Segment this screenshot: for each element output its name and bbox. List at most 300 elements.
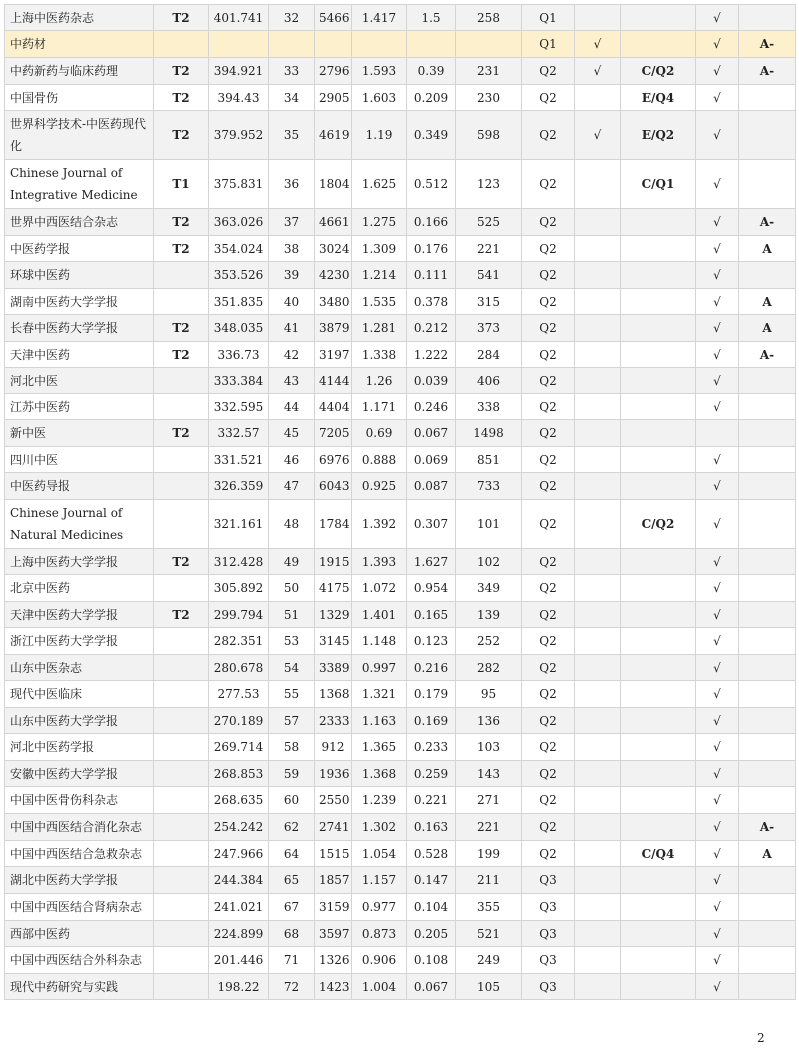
cell-check-mark-1 bbox=[575, 734, 621, 761]
cell-count: 2796 bbox=[315, 58, 352, 85]
cell-rank: 60 bbox=[269, 787, 315, 814]
cell-rank: 68 bbox=[269, 921, 315, 947]
cell-quartile: Q2 bbox=[522, 734, 575, 761]
cell-journal-name: 四川中医 bbox=[5, 447, 154, 473]
cell-value-3: 541 bbox=[456, 262, 522, 289]
cell-journal-name: 上海中医药大学学报 bbox=[5, 549, 154, 575]
cell-check-mark-1 bbox=[575, 549, 621, 575]
cell-rank: 62 bbox=[269, 814, 315, 841]
cell-value-2: 0.147 bbox=[407, 867, 456, 894]
cell-value-3: 282 bbox=[456, 655, 522, 681]
cell-value-2: 0.246 bbox=[407, 394, 456, 420]
cell-check-mark-2: √ bbox=[696, 841, 739, 867]
cell-check-mark-2 bbox=[696, 420, 739, 447]
cell-value-2: 0.067 bbox=[407, 420, 456, 447]
cell-classification bbox=[621, 575, 696, 602]
cell-value-2: 0.212 bbox=[407, 315, 456, 342]
cell-value-3: 221 bbox=[456, 236, 522, 262]
cell-check-mark-1 bbox=[575, 420, 621, 447]
cell-value-1: 0.997 bbox=[352, 655, 407, 681]
cell-tier bbox=[154, 655, 209, 681]
cell-check-mark-2: √ bbox=[696, 549, 739, 575]
cell-value-3: 105 bbox=[456, 974, 522, 1000]
cell-journal-name: 中国中西医结合消化杂志 bbox=[5, 814, 154, 841]
cell-grade bbox=[739, 5, 796, 31]
cell-count: 3480 bbox=[315, 289, 352, 315]
cell-count: 3024 bbox=[315, 236, 352, 262]
table-row bbox=[5, 575, 796, 602]
cell-journal-name: 中国中医骨伤科杂志 bbox=[5, 787, 154, 814]
cell-quartile: Q2 bbox=[522, 342, 575, 368]
cell-classification bbox=[621, 814, 696, 841]
cell-quartile: Q3 bbox=[522, 974, 575, 1000]
cell-classification bbox=[621, 473, 696, 500]
cell-value-2: 0.349 bbox=[407, 111, 456, 160]
cell-value-3: 521 bbox=[456, 921, 522, 947]
cell-quartile: Q2 bbox=[522, 628, 575, 655]
cell-classification: E/Q4 bbox=[621, 85, 696, 111]
cell-value-3: 406 bbox=[456, 368, 522, 394]
cell-count: 6043 bbox=[315, 473, 352, 500]
cell-check-mark-1 bbox=[575, 209, 621, 236]
cell-grade bbox=[739, 111, 796, 160]
cell-quartile: Q2 bbox=[522, 209, 575, 236]
cell-quartile: Q2 bbox=[522, 575, 575, 602]
cell-value-3: 349 bbox=[456, 575, 522, 602]
table-row bbox=[5, 209, 796, 236]
cell-check-mark-2: √ bbox=[696, 655, 739, 681]
cell-tier: T1 bbox=[154, 160, 209, 209]
cell-tier: T2 bbox=[154, 111, 209, 160]
table-row bbox=[5, 315, 796, 342]
table-row bbox=[5, 262, 796, 289]
cell-check-mark-1 bbox=[575, 236, 621, 262]
cell-score: 268.853 bbox=[209, 761, 269, 787]
cell-count bbox=[315, 31, 352, 58]
cell-value-1: 1.275 bbox=[352, 209, 407, 236]
cell-tier: T2 bbox=[154, 58, 209, 85]
cell-rank: 34 bbox=[269, 85, 315, 111]
cell-rank: 43 bbox=[269, 368, 315, 394]
cell-value-3: 355 bbox=[456, 894, 522, 921]
cell-value-1: 1.214 bbox=[352, 262, 407, 289]
cell-tier bbox=[154, 368, 209, 394]
cell-rank: 44 bbox=[269, 394, 315, 420]
cell-classification bbox=[621, 209, 696, 236]
cell-check-mark-1 bbox=[575, 708, 621, 734]
cell-check-mark-1 bbox=[575, 974, 621, 1000]
cell-grade: A bbox=[739, 315, 796, 342]
cell-quartile: Q1 bbox=[522, 31, 575, 58]
cell-value-1: 0.888 bbox=[352, 447, 407, 473]
cell-count: 1515 bbox=[315, 841, 352, 867]
cell-count: 3879 bbox=[315, 315, 352, 342]
cell-classification bbox=[621, 447, 696, 473]
cell-value-2: 0.528 bbox=[407, 841, 456, 867]
cell-value-2: 0.166 bbox=[407, 209, 456, 236]
cell-count: 7205 bbox=[315, 420, 352, 447]
cell-rank: 45 bbox=[269, 420, 315, 447]
cell-quartile: Q2 bbox=[522, 420, 575, 447]
cell-value-3: 221 bbox=[456, 814, 522, 841]
cell-count: 1326 bbox=[315, 947, 352, 974]
cell-score: 201.446 bbox=[209, 947, 269, 974]
cell-count: 2905 bbox=[315, 85, 352, 111]
cell-rank: 50 bbox=[269, 575, 315, 602]
cell-check-mark-1 bbox=[575, 655, 621, 681]
cell-grade bbox=[739, 473, 796, 500]
cell-rank: 54 bbox=[269, 655, 315, 681]
cell-rank: 36 bbox=[269, 160, 315, 209]
cell-quartile: Q2 bbox=[522, 111, 575, 160]
cell-check-mark-2: √ bbox=[696, 236, 739, 262]
cell-count: 4230 bbox=[315, 262, 352, 289]
cell-check-mark-1 bbox=[575, 814, 621, 841]
cell-journal-name: 安徽中医药大学学报 bbox=[5, 761, 154, 787]
cell-score: 401.741 bbox=[209, 5, 269, 31]
cell-score: 326.359 bbox=[209, 473, 269, 500]
cell-check-mark-1 bbox=[575, 262, 621, 289]
cell-grade bbox=[739, 549, 796, 575]
cell-rank: 67 bbox=[269, 894, 315, 921]
cell-classification bbox=[621, 628, 696, 655]
cell-quartile: Q2 bbox=[522, 58, 575, 85]
cell-grade: A- bbox=[739, 814, 796, 841]
cell-rank: 32 bbox=[269, 5, 315, 31]
cell-check-mark-2: √ bbox=[696, 447, 739, 473]
cell-tier bbox=[154, 500, 209, 549]
cell-value-2: 1.627 bbox=[407, 549, 456, 575]
cell-classification bbox=[621, 761, 696, 787]
cell-check-mark-1 bbox=[575, 921, 621, 947]
cell-value-3: 271 bbox=[456, 787, 522, 814]
table-row bbox=[5, 289, 796, 315]
table-row bbox=[5, 236, 796, 262]
cell-check-mark-2: √ bbox=[696, 160, 739, 209]
cell-value-2: 0.111 bbox=[407, 262, 456, 289]
cell-count: 1784 bbox=[315, 500, 352, 549]
cell-check-mark-2: √ bbox=[696, 974, 739, 1000]
journal-table bbox=[4, 4, 796, 1000]
cell-tier bbox=[154, 814, 209, 841]
cell-tier bbox=[154, 262, 209, 289]
cell-grade bbox=[739, 734, 796, 761]
table-row bbox=[5, 894, 796, 921]
cell-classification: E/Q2 bbox=[621, 111, 696, 160]
cell-value-3: 136 bbox=[456, 708, 522, 734]
table-row bbox=[5, 628, 796, 655]
cell-count: 2333 bbox=[315, 708, 352, 734]
cell-check-mark-2: √ bbox=[696, 289, 739, 315]
table-row bbox=[5, 734, 796, 761]
cell-value-1: 1.401 bbox=[352, 602, 407, 628]
cell-value-3: 338 bbox=[456, 394, 522, 420]
cell-score: 332.57 bbox=[209, 420, 269, 447]
table-row bbox=[5, 31, 796, 58]
cell-grade bbox=[739, 500, 796, 549]
cell-tier bbox=[154, 867, 209, 894]
cell-value-3: 103 bbox=[456, 734, 522, 761]
cell-rank: 47 bbox=[269, 473, 315, 500]
cell-check-mark-2: √ bbox=[696, 894, 739, 921]
cell-grade: A bbox=[739, 289, 796, 315]
cell-value-2: 0.169 bbox=[407, 708, 456, 734]
cell-classification bbox=[621, 368, 696, 394]
cell-value-3: 598 bbox=[456, 111, 522, 160]
cell-grade bbox=[739, 394, 796, 420]
cell-rank: 37 bbox=[269, 209, 315, 236]
cell-count: 4175 bbox=[315, 575, 352, 602]
cell-value-2: 0.179 bbox=[407, 681, 456, 708]
cell-check-mark-2: √ bbox=[696, 787, 739, 814]
cell-rank: 58 bbox=[269, 734, 315, 761]
cell-score: 247.966 bbox=[209, 841, 269, 867]
cell-value-1 bbox=[352, 31, 407, 58]
cell-journal-name: 上海中医药杂志 bbox=[5, 5, 154, 31]
cell-quartile: Q2 bbox=[522, 655, 575, 681]
cell-check-mark-1 bbox=[575, 787, 621, 814]
cell-classification bbox=[621, 5, 696, 31]
cell-score: 375.831 bbox=[209, 160, 269, 209]
cell-quartile: Q1 bbox=[522, 5, 575, 31]
cell-value-2: 0.165 bbox=[407, 602, 456, 628]
page-number: 2 bbox=[757, 1031, 765, 1045]
cell-classification bbox=[621, 894, 696, 921]
cell-tier: T2 bbox=[154, 209, 209, 236]
cell-value-3: 95 bbox=[456, 681, 522, 708]
cell-check-mark-2: √ bbox=[696, 58, 739, 85]
cell-tier bbox=[154, 734, 209, 761]
cell-value-2: 0.176 bbox=[407, 236, 456, 262]
cell-rank bbox=[269, 31, 315, 58]
cell-quartile: Q3 bbox=[522, 921, 575, 947]
cell-check-mark-1 bbox=[575, 575, 621, 602]
cell-value-3: 284 bbox=[456, 342, 522, 368]
cell-check-mark-1 bbox=[575, 315, 621, 342]
table-row bbox=[5, 655, 796, 681]
cell-tier bbox=[154, 787, 209, 814]
cell-classification bbox=[621, 549, 696, 575]
cell-value-3: 139 bbox=[456, 602, 522, 628]
cell-check-mark-2: √ bbox=[696, 500, 739, 549]
table-row bbox=[5, 681, 796, 708]
cell-check-mark-2: √ bbox=[696, 708, 739, 734]
cell-check-mark-1: √ bbox=[575, 31, 621, 58]
cell-value-1: 0.69 bbox=[352, 420, 407, 447]
cell-count: 4144 bbox=[315, 368, 352, 394]
cell-quartile: Q2 bbox=[522, 841, 575, 867]
cell-value-1: 1.321 bbox=[352, 681, 407, 708]
cell-rank: 33 bbox=[269, 58, 315, 85]
cell-score: 379.952 bbox=[209, 111, 269, 160]
cell-score: 353.526 bbox=[209, 262, 269, 289]
cell-rank: 49 bbox=[269, 549, 315, 575]
cell-rank: 71 bbox=[269, 947, 315, 974]
cell-check-mark-1 bbox=[575, 160, 621, 209]
cell-value-3: 143 bbox=[456, 761, 522, 787]
cell-tier bbox=[154, 894, 209, 921]
cell-grade bbox=[739, 974, 796, 1000]
cell-count: 3145 bbox=[315, 628, 352, 655]
cell-check-mark-2: √ bbox=[696, 111, 739, 160]
table-row bbox=[5, 394, 796, 420]
cell-grade bbox=[739, 420, 796, 447]
cell-tier bbox=[154, 921, 209, 947]
cell-check-mark-1 bbox=[575, 5, 621, 31]
cell-rank: 72 bbox=[269, 974, 315, 1000]
cell-tier bbox=[154, 628, 209, 655]
cell-journal-name: 中国中西医结合肾病杂志 bbox=[5, 894, 154, 921]
cell-quartile: Q3 bbox=[522, 894, 575, 921]
cell-score: 268.635 bbox=[209, 787, 269, 814]
cell-grade bbox=[739, 947, 796, 974]
cell-score: 351.835 bbox=[209, 289, 269, 315]
cell-check-mark-1 bbox=[575, 894, 621, 921]
cell-score: 280.678 bbox=[209, 655, 269, 681]
cell-score: 299.794 bbox=[209, 602, 269, 628]
cell-classification bbox=[621, 974, 696, 1000]
cell-rank: 65 bbox=[269, 867, 315, 894]
cell-value-1: 1.309 bbox=[352, 236, 407, 262]
cell-grade bbox=[739, 708, 796, 734]
cell-value-2: 0.307 bbox=[407, 500, 456, 549]
cell-value-1: 1.338 bbox=[352, 342, 407, 368]
cell-journal-name: 山东中医药大学学报 bbox=[5, 708, 154, 734]
cell-grade bbox=[739, 761, 796, 787]
cell-quartile: Q2 bbox=[522, 236, 575, 262]
cell-check-mark-1 bbox=[575, 761, 621, 787]
cell-journal-name: 现代中药研究与实践 bbox=[5, 974, 154, 1000]
cell-value-2: 0.209 bbox=[407, 85, 456, 111]
cell-value-3: 249 bbox=[456, 947, 522, 974]
cell-count: 3159 bbox=[315, 894, 352, 921]
table-row bbox=[5, 974, 796, 1000]
cell-score: 333.384 bbox=[209, 368, 269, 394]
cell-tier: T2 bbox=[154, 236, 209, 262]
cell-rank: 51 bbox=[269, 602, 315, 628]
cell-check-mark-2: √ bbox=[696, 814, 739, 841]
cell-classification bbox=[621, 420, 696, 447]
cell-count: 3389 bbox=[315, 655, 352, 681]
cell-count: 4619 bbox=[315, 111, 352, 160]
cell-check-mark-2: √ bbox=[696, 761, 739, 787]
cell-classification bbox=[621, 921, 696, 947]
cell-value-3: 733 bbox=[456, 473, 522, 500]
table-row bbox=[5, 447, 796, 473]
cell-check-mark-2: √ bbox=[696, 867, 739, 894]
cell-score: 332.595 bbox=[209, 394, 269, 420]
cell-check-mark-1 bbox=[575, 85, 621, 111]
cell-check-mark-1 bbox=[575, 289, 621, 315]
cell-value-3: 315 bbox=[456, 289, 522, 315]
cell-grade: A- bbox=[739, 31, 796, 58]
table-row bbox=[5, 160, 796, 209]
cell-quartile: Q2 bbox=[522, 262, 575, 289]
cell-tier bbox=[154, 473, 209, 500]
cell-score: 321.161 bbox=[209, 500, 269, 549]
cell-grade bbox=[739, 628, 796, 655]
cell-check-mark-1 bbox=[575, 342, 621, 368]
cell-tier: T2 bbox=[154, 85, 209, 111]
cell-journal-name: 中药材 bbox=[5, 31, 154, 58]
cell-check-mark-1 bbox=[575, 473, 621, 500]
cell-journal-name: 山东中医杂志 bbox=[5, 655, 154, 681]
cell-tier: T2 bbox=[154, 602, 209, 628]
cell-journal-name: 环球中医药 bbox=[5, 262, 154, 289]
cell-check-mark-2: √ bbox=[696, 262, 739, 289]
cell-value-1: 1.302 bbox=[352, 814, 407, 841]
cell-check-mark-2: √ bbox=[696, 342, 739, 368]
cell-tier bbox=[154, 761, 209, 787]
cell-value-3: 1498 bbox=[456, 420, 522, 447]
cell-check-mark-1 bbox=[575, 681, 621, 708]
cell-check-mark-1 bbox=[575, 447, 621, 473]
cell-value-1: 1.603 bbox=[352, 85, 407, 111]
cell-grade bbox=[739, 575, 796, 602]
cell-rank: 59 bbox=[269, 761, 315, 787]
cell-grade bbox=[739, 787, 796, 814]
cell-score: 269.714 bbox=[209, 734, 269, 761]
cell-value-1: 1.239 bbox=[352, 787, 407, 814]
cell-journal-name: 中国骨伤 bbox=[5, 85, 154, 111]
cell-classification: C/Q2 bbox=[621, 500, 696, 549]
cell-classification bbox=[621, 342, 696, 368]
cell-count: 1915 bbox=[315, 549, 352, 575]
table-row bbox=[5, 111, 796, 160]
cell-quartile: Q2 bbox=[522, 160, 575, 209]
cell-value-3: 525 bbox=[456, 209, 522, 236]
cell-score: 394.921 bbox=[209, 58, 269, 85]
cell-check-mark-1 bbox=[575, 394, 621, 420]
cell-score: 270.189 bbox=[209, 708, 269, 734]
table-row bbox=[5, 841, 796, 867]
cell-value-2: 0.069 bbox=[407, 447, 456, 473]
cell-grade bbox=[739, 681, 796, 708]
cell-journal-name: 中国中西医结合外科杂志 bbox=[5, 947, 154, 974]
cell-grade bbox=[739, 921, 796, 947]
cell-quartile: Q2 bbox=[522, 787, 575, 814]
cell-classification: C/Q1 bbox=[621, 160, 696, 209]
cell-grade bbox=[739, 867, 796, 894]
cell-count: 1936 bbox=[315, 761, 352, 787]
cell-quartile: Q2 bbox=[522, 761, 575, 787]
cell-tier bbox=[154, 289, 209, 315]
cell-value-2: 0.087 bbox=[407, 473, 456, 500]
cell-value-3: 231 bbox=[456, 58, 522, 85]
cell-classification: C/Q4 bbox=[621, 841, 696, 867]
cell-value-1: 1.393 bbox=[352, 549, 407, 575]
cell-quartile: Q2 bbox=[522, 602, 575, 628]
cell-value-2: 0.259 bbox=[407, 761, 456, 787]
cell-value-3: 102 bbox=[456, 549, 522, 575]
cell-rank: 46 bbox=[269, 447, 315, 473]
cell-value-2: 0.221 bbox=[407, 787, 456, 814]
cell-score: 354.024 bbox=[209, 236, 269, 262]
cell-score bbox=[209, 31, 269, 58]
cell-value-2: 0.104 bbox=[407, 894, 456, 921]
table-row bbox=[5, 5, 796, 31]
table-row bbox=[5, 85, 796, 111]
table-row bbox=[5, 473, 796, 500]
cell-grade: A- bbox=[739, 342, 796, 368]
cell-quartile: Q2 bbox=[522, 394, 575, 420]
cell-tier bbox=[154, 394, 209, 420]
cell-check-mark-2: √ bbox=[696, 681, 739, 708]
cell-score: 331.521 bbox=[209, 447, 269, 473]
cell-value-2 bbox=[407, 31, 456, 58]
cell-value-2: 1.222 bbox=[407, 342, 456, 368]
cell-score: 254.242 bbox=[209, 814, 269, 841]
